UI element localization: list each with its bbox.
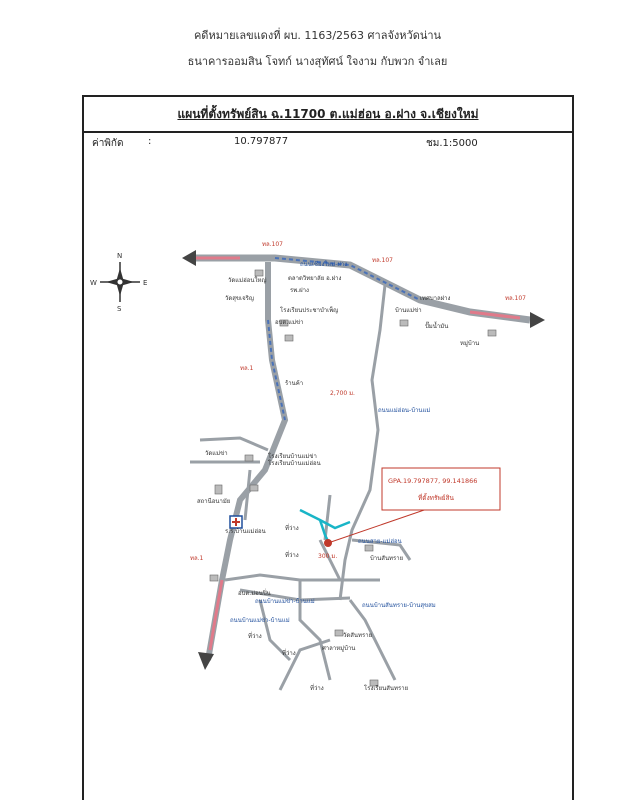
label-dist-small: 300 ม. bbox=[318, 553, 338, 560]
highway-top bbox=[182, 250, 545, 328]
label-place-18: ที่ว่าง bbox=[248, 633, 262, 640]
label-place-24: บ้านสันทราย bbox=[370, 555, 404, 562]
label-distance: 2,700 ม. bbox=[330, 390, 355, 397]
coord-label: ค่าพิกัด bbox=[92, 138, 124, 149]
label-place-21: ศาลาหมู่บ้าน bbox=[322, 645, 356, 652]
label-place-14: โรงเรียนบ้านแม่ฮ่อน bbox=[268, 460, 321, 467]
coord-sep: : bbox=[148, 136, 152, 147]
label-place-2: ตลาดวิทยาลัย อ.ฝาง bbox=[288, 275, 342, 282]
hospital-icon bbox=[230, 516, 242, 528]
label-place-23: โรงเรียนสันทราย bbox=[364, 685, 409, 692]
label-place-12: วัดแม่ข่า bbox=[205, 450, 228, 457]
header-line-2: ธนาคารออมสิน โจทก์ นางสุทัศน์ ใจงาม กับพวก จำเลย bbox=[187, 55, 448, 68]
compass-rose bbox=[90, 252, 147, 313]
label-place-20: ที่ว่าง bbox=[310, 685, 324, 692]
compass-s: S bbox=[117, 305, 122, 313]
label-road-bottom1: ถนนบ้านแม่ข่า-บ้านแม่ bbox=[255, 598, 315, 605]
road-right bbox=[340, 285, 385, 600]
label-place-22: วัดสันทราย bbox=[343, 632, 373, 639]
coord-value: 10.797877 bbox=[234, 136, 289, 147]
callout-box bbox=[382, 468, 500, 510]
label-place-19: ที่ว่าง bbox=[282, 650, 296, 657]
label-place-1: วัดแม่ฮ่อนใหญ่ bbox=[228, 277, 267, 284]
label-place-6: วัดสุขเจริญ bbox=[225, 295, 254, 302]
compass-e: E bbox=[143, 279, 148, 287]
header-line-1: คดีหมายเลขแดงที่ ผบ. 1163/2563 ศาลจังหวัดน่าน bbox=[193, 29, 442, 42]
label-road-top: ถนนเชียงใหม่-ฝาง bbox=[300, 261, 348, 268]
label-place-8: บ้านแม่ข่า bbox=[395, 307, 422, 314]
label-place-5: อบต.แม่ข่า bbox=[275, 319, 304, 326]
label-place-9: ปั๊มน้ำมัน bbox=[425, 323, 449, 330]
label-place-16: ที่ว่าง bbox=[285, 525, 299, 532]
label-km-right: ทล.107 bbox=[505, 295, 526, 302]
callout-label: ที่ตั้งทรัพย์สิน bbox=[418, 494, 454, 502]
label-km-left-mid: ทล.1 bbox=[240, 365, 254, 372]
compass-w: W bbox=[90, 279, 97, 287]
label-road-bottom3: ถนนบ้านแม่ข่า-บ้านแม่ bbox=[230, 617, 290, 624]
label-road-mid: ถนนแม่ฮ่อน-บ้านแม่ bbox=[378, 407, 431, 414]
callout-coords: GPA.19.797877, 99.141866 bbox=[388, 477, 478, 485]
compass-n: N bbox=[117, 252, 123, 260]
scale-label: ชม.1:5000 bbox=[426, 138, 478, 149]
label-km-top2: ทล.107 bbox=[372, 257, 393, 264]
label-place-25: อบต.ม่อนปิ่น bbox=[238, 590, 271, 597]
label-place-17: ที่ว่าง bbox=[285, 552, 299, 559]
label-place-26: ร.ร.บ้านแม่ฮ่อน bbox=[225, 528, 266, 535]
map-title: แผนที่ตั้งทรัพย์สิน ฉ.11700 ต.แม่ฮ่อน อ.ฝาง จ.เชียงใหม่ bbox=[84, 97, 572, 133]
label-place-7: เทศบาลฝาง bbox=[420, 295, 451, 302]
label-place-11: ร้านค้า bbox=[285, 380, 304, 387]
label-place-10: หมู่บ้าน bbox=[460, 340, 480, 347]
label-km-left-low: ทล.1 bbox=[190, 555, 204, 562]
label-place-4: โรงเรียนประชาบำเพ็ญ bbox=[280, 307, 339, 314]
label-road-lower: ถนนสาย-แม่ฮ่อน bbox=[358, 538, 402, 545]
label-km-top1: ทล.107 bbox=[262, 241, 283, 248]
label-place-15: สถานีอนามัย bbox=[197, 498, 231, 505]
label-place-3: รพ.ฝาง bbox=[290, 287, 309, 294]
label-road-bottom2: ถนนบ้านสันทราย-บ้านสุขสม bbox=[362, 602, 436, 609]
label-place-13: โรงเรียนบ้านแม่ข่า bbox=[268, 453, 317, 460]
